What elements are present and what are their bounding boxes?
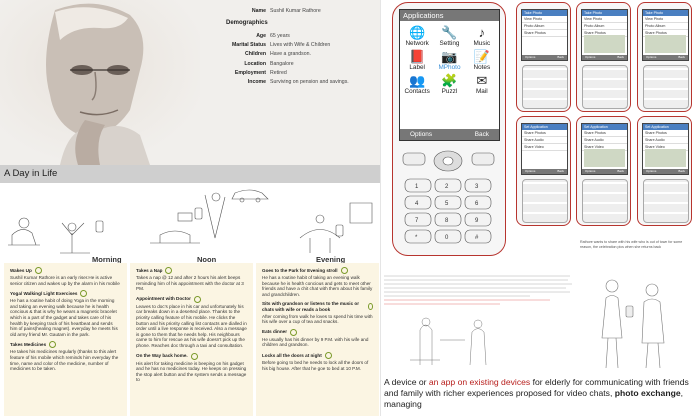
app-label: Contacts (404, 88, 430, 95)
svg-text:4: 4 (415, 201, 419, 207)
svg-text:5: 5 (445, 201, 449, 207)
mini-keypad (522, 179, 568, 223)
mini-menu-item[interactable]: Share Video (643, 144, 688, 151)
activity-heading (136, 353, 247, 360)
profile-details (226, 8, 376, 88)
svg-text:6: 6 (475, 201, 479, 207)
mini-phone (637, 116, 692, 226)
mini-keypad (582, 179, 628, 223)
back-softkey[interactable]: Back (474, 131, 489, 138)
svg-text:7: 7 (415, 218, 419, 224)
mini-screen (581, 9, 628, 61)
app-label: Puzzl (441, 88, 458, 95)
activity-heading (262, 301, 373, 312)
options-softkey[interactable]: Options (525, 169, 536, 173)
demographic-row (226, 42, 376, 48)
svg-text:2: 2 (445, 184, 449, 190)
mini-menu-item[interactable]: Share Audio (522, 137, 567, 144)
field-value: Have a grandson. (270, 51, 311, 58)
mini-softkeys (582, 55, 627, 60)
back-softkey[interactable]: Back (557, 55, 564, 59)
clock-icon (80, 290, 87, 297)
field-value: Lives with Wife & Children (270, 42, 331, 49)
mini-screen (581, 123, 628, 175)
activity-item (10, 341, 121, 371)
mini-screen (642, 123, 689, 175)
activity-title: Goes to the Park for Evening stroll (262, 267, 338, 273)
back-softkey[interactable]: Back (678, 55, 685, 59)
back-softkey[interactable]: Back (617, 55, 624, 59)
mini-menu-item[interactable]: Take Photo (582, 10, 627, 16)
mini-softkeys (643, 169, 688, 174)
scenario-paragraph (380, 268, 580, 371)
phone-device (392, 2, 506, 256)
screen-caption: Rathore wants to share with his wife who is out of town for some reason, the celebration pics when she returns back (580, 240, 683, 249)
field-value: Retired (270, 69, 287, 76)
activity-title: Takes a Nap (136, 267, 163, 273)
mini-menu-item[interactable]: Photo Album (643, 23, 688, 30)
demographic-row (226, 33, 376, 39)
activity-text: Sushil Kumar Rathore is an early riser.He is active senior citizen and wakes up by the alarm in his mobile (10, 275, 120, 286)
activity-title: Yoga/ Walking/ Light Exercises (10, 290, 78, 296)
mini-phone (637, 2, 692, 112)
options-softkey[interactable]: Options (646, 169, 657, 173)
app-grid (400, 21, 499, 99)
mini-phone (576, 116, 631, 226)
mini-screen (521, 9, 568, 61)
field-value: Surviving on pension and savings. (270, 78, 349, 85)
mini-menu-item[interactable]: Set Application (643, 124, 688, 130)
options-softkey[interactable]: Options (525, 55, 536, 59)
name-value: Sushil Kumar Rathore (270, 8, 321, 14)
app-label[interactable] (402, 49, 432, 71)
mail-icon: ✉ (476, 73, 488, 88)
mini-screen (642, 9, 689, 61)
noon-column (130, 263, 253, 416)
mini-menu-item[interactable]: Share Audio (582, 137, 627, 144)
field-value: Bangalore (270, 60, 294, 67)
activity-text: He usually has his dinner by 9 P.M. with his wife and children and grandson. (262, 336, 369, 348)
app-label: Notes (473, 64, 491, 71)
clock-icon (191, 353, 198, 360)
activity-title: Eats dinner (262, 329, 288, 335)
activity-heading (10, 341, 121, 348)
activity-heading (136, 267, 247, 274)
mini-menu-item[interactable]: Take Photo (643, 10, 688, 16)
activity-title: Locks all the doors at night (262, 352, 322, 358)
clock-icon (165, 267, 172, 274)
mini-menu-item[interactable]: View Photo (643, 16, 688, 23)
mini-menu-item[interactable]: Share Video (522, 144, 567, 151)
field-label: Marital Status (231, 42, 266, 49)
svg-text:9: 9 (475, 218, 479, 224)
app-label: MPhoto (438, 64, 461, 71)
activity-item (262, 267, 373, 297)
photo-preview (645, 35, 686, 53)
activity-heading (262, 267, 373, 274)
activity-item (262, 329, 373, 348)
activity-text: Takes a nap @ 12 and after 2 hours his alert beeps reminding him of his appointment with the doctor at 3 PM. (136, 275, 244, 292)
mini-menu-item[interactable]: Photo Album (582, 23, 627, 30)
field-label: Income (247, 78, 266, 85)
demographic-row (226, 79, 376, 85)
mini-menu-item[interactable]: Photo Album (522, 23, 567, 30)
app-label: Mail (475, 88, 488, 95)
wrench-icon: 🔧 (441, 25, 458, 40)
mini-keypad (582, 65, 628, 109)
clock-icon (194, 296, 201, 303)
activity-item (10, 267, 121, 286)
activity-title: Takes Medicines (10, 342, 47, 348)
app-label: Label (409, 64, 425, 71)
svg-text:*: * (415, 235, 418, 241)
app-network[interactable] (402, 25, 432, 47)
activity-item (262, 301, 373, 324)
activity-heading (10, 267, 121, 274)
photo-preview (584, 35, 625, 53)
keypad (399, 145, 498, 249)
field-label: Children (244, 51, 266, 58)
mini-menu-item[interactable]: Share Photos (522, 130, 567, 137)
field-value: 65 years (270, 33, 290, 39)
app-music[interactable] (467, 25, 497, 47)
activity-heading (10, 290, 121, 297)
app-contacts[interactable] (402, 73, 432, 95)
demographics-heading: Demographics (226, 20, 268, 26)
mini-softkeys (643, 55, 688, 60)
field-label: Employment (234, 69, 266, 76)
tagline: A device or an app on existing devices for elderly for communicating with friends and family with richer experiences proposed for video chats, photo exchange, managing (384, 377, 689, 409)
period-evening: Evening (316, 255, 346, 263)
activity-text: He takes his medicines regularly (thanks to this alert feature of his mobile which reminds him everyday the time, name and color of the medicine, number of medicines to be taken. (10, 349, 119, 372)
demographic-row (226, 51, 376, 57)
activity-heading (262, 352, 373, 359)
options-softkey[interactable]: Options (585, 55, 596, 59)
portrait-image (0, 0, 200, 165)
book-icon: 📕 (409, 49, 426, 64)
mini-menu-item[interactable]: Share Audio (643, 137, 688, 144)
svg-text:#: # (475, 235, 479, 241)
app-label: Setting (439, 40, 460, 47)
field-label: Location (244, 60, 266, 67)
mini-softkeys (522, 55, 567, 60)
camera-icon: 📷 (441, 49, 458, 64)
mini-menu-item[interactable]: Share Photos (643, 30, 688, 37)
svg-text:0: 0 (445, 235, 449, 241)
clock-icon (341, 267, 348, 274)
activity-item (136, 353, 247, 383)
softkey-bar (400, 129, 499, 140)
options-softkey[interactable]: Options (410, 131, 433, 138)
app-label: Network (405, 40, 429, 47)
demographic-row (226, 70, 376, 76)
day-in-life-title: A Day in Life (4, 168, 58, 179)
back-softkey[interactable]: Back (557, 169, 564, 173)
mini-menu-item[interactable]: Share Photos (582, 30, 627, 37)
app-setting[interactable] (434, 25, 464, 47)
mini-menu-item[interactable]: Share Photos (582, 130, 627, 137)
options-softkey[interactable]: Options (646, 55, 657, 59)
clock-icon (368, 303, 373, 310)
mini-phone (516, 2, 571, 112)
svg-text:1: 1 (415, 184, 419, 190)
activity-item (262, 352, 373, 371)
mini-menu-item[interactable]: View Photo (582, 16, 627, 23)
music-icon: ♪ (478, 25, 486, 40)
mini-menu-item[interactable]: Set Application (582, 124, 627, 130)
phone-screen (399, 9, 500, 141)
back-softkey[interactable]: Back (678, 169, 685, 173)
svg-text:8: 8 (445, 218, 449, 224)
contacts-icon: 👥 (409, 73, 426, 88)
mini-menu-item[interactable]: View Photo (522, 16, 567, 23)
clock-icon (325, 352, 332, 359)
app-notes[interactable] (467, 49, 497, 71)
mini-softkeys (522, 169, 567, 174)
mini-menu-item[interactable]: Set Application (522, 124, 567, 130)
screen-title: Applications (400, 10, 499, 21)
app-puzzl[interactable] (434, 73, 464, 95)
globe-icon: 🌐 (409, 25, 426, 40)
mini-phone (516, 116, 571, 226)
period-noon: Noon (197, 255, 217, 263)
activity-text: His alert for taking medicine is beeping on his gadget and he has no medicines today. He keeps on pressing the stop alert button and the system sends a message to (136, 360, 247, 383)
app-mail[interactable] (467, 73, 497, 95)
activity-heading (262, 329, 373, 336)
mini-keypad (643, 179, 689, 223)
activity-title: Wakes Up (10, 267, 32, 273)
activity-item (136, 267, 247, 292)
morning-column (4, 263, 127, 416)
scenario-sketch (380, 270, 580, 370)
app-mphoto[interactable] (434, 49, 464, 71)
evening-column (256, 263, 379, 416)
mini-keypad (643, 65, 689, 109)
app-label: Music (473, 40, 491, 47)
activity-item (136, 296, 247, 349)
options-softkey[interactable]: Options (585, 169, 596, 173)
clock-icon (49, 341, 56, 348)
period-morning: Morning (92, 255, 122, 263)
activity-text: He has a routine habit of doing Yoga in the morning and taking an evening walk because he is health concious & that is why he wears a magnetic bracelet which is a part of the gadget and takes care of his health by keeping track of his heartbeat and sends him of pains(healing magnet). everyday he meets his old army friend Mr. Gautam in the park. (10, 298, 118, 337)
activity-title: Sits with grandson or listens to the music or chats with wife or reads a book (262, 301, 359, 312)
mini-menu-item[interactable]: Share Photos (522, 30, 567, 37)
demographic-fields (226, 33, 376, 85)
mini-menu-item[interactable]: Take Photo (522, 10, 567, 16)
demographic-row (226, 61, 376, 67)
activity-item (10, 290, 121, 337)
mini-softkeys (582, 169, 627, 174)
activity-title: Appointment with Doctor (136, 296, 191, 302)
activity-text: After coming from walk he loves to spend his time with his wife over a cup of tea and snacks. (262, 313, 373, 325)
sharing-sketch (582, 268, 696, 372)
day-sketches (0, 183, 380, 263)
field-label: Age (256, 33, 266, 39)
svg-text:3: 3 (475, 184, 479, 190)
name-label: Name (251, 8, 266, 14)
activity-heading (136, 296, 247, 303)
activity-text: Before going to bed he needs to lock all the doors of his big house. After that he goe to bed at 10 P.M. (262, 359, 369, 371)
activity-text: Leaves to doc's place in his car and unfortunately his car breaks down in a deserted place. Thanks to the priority calling feature of his mobile. He clicks the button and his priority calling list contacts are dialled in order until a live response is received. Also a message is gone to them that he needs help. His neighbours came to him for rescue as his wife doesn't pick up the phone. Reaches doc through a taxi and consultation. (136, 303, 247, 348)
mini-menu-item[interactable]: Share Photos (643, 130, 688, 137)
puzzle-icon: 🧩 (441, 73, 458, 88)
clock-icon (35, 267, 42, 274)
mini-menu-item[interactable]: Share Video (582, 144, 627, 151)
mini-phone (576, 2, 631, 112)
photo-preview (584, 149, 625, 167)
persona-panel (0, 0, 380, 165)
mini-keypad (522, 65, 568, 109)
clock-icon (290, 329, 297, 336)
notes-icon: 📝 (473, 49, 490, 64)
activity-text: He has a routine habit of taking an evening walk because he is health concious and gets to meet other friends and have a chit chat with them about his family and grandchildren. (262, 275, 373, 297)
activity-title: On the Way back home. (136, 353, 188, 359)
back-softkey[interactable]: Back (617, 169, 624, 173)
mini-screen (521, 123, 568, 175)
photo-preview (645, 149, 686, 167)
